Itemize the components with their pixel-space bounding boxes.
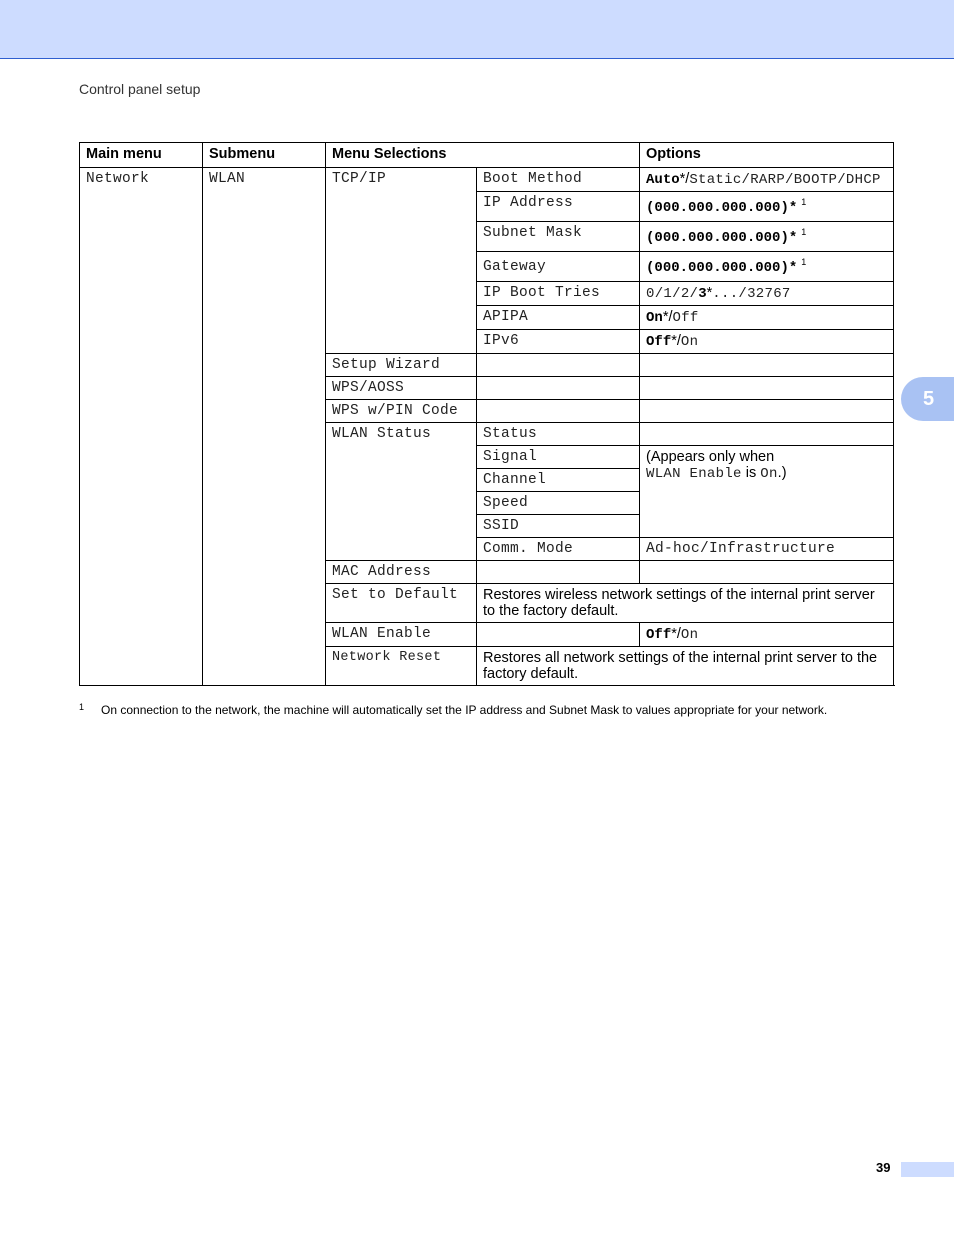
menu-table xyxy=(79,142,894,686)
selection-channel: Channel xyxy=(477,469,640,492)
header-options: Options xyxy=(640,143,894,168)
header-menu-selections: Menu Selections xyxy=(326,143,640,168)
selection-comm-mode: Comm. Mode xyxy=(477,538,640,561)
empty-cell xyxy=(477,354,640,377)
empty-cell xyxy=(640,423,894,446)
page-header-title: Control panel setup xyxy=(79,81,201,97)
table-header-row xyxy=(80,143,894,168)
option-ip-address xyxy=(640,192,894,222)
selection-status: Status xyxy=(477,423,640,446)
option-wlan-enable xyxy=(640,623,894,647)
option-pre: 0/1/2/ xyxy=(646,286,699,302)
option-default: 3 xyxy=(698,286,707,302)
network-reset-description: Restores all network settings of the internal print server to the factory default. xyxy=(477,647,894,686)
option-rest: Static/RARP/BOOTP/DHCP xyxy=(689,172,881,188)
option-value: (000.000.000.000)* xyxy=(646,260,798,276)
header-main-menu: Main menu xyxy=(80,143,203,168)
footnote xyxy=(79,702,828,717)
footnote-ref: 1 xyxy=(801,197,807,207)
empty-cell xyxy=(640,561,894,584)
default-star: * xyxy=(671,333,677,349)
footnote-text: On connection to the network, the machine will automatically set the IP address and Subnet Mask to values appropriate for your network. xyxy=(101,703,828,717)
selection-signal: Signal xyxy=(477,446,640,469)
option-boot-method xyxy=(640,168,894,192)
selection-wps-pin-code: WPS w/PIN Code xyxy=(326,400,477,423)
selection-mac-address: MAC Address xyxy=(326,561,477,584)
table-row xyxy=(80,168,894,192)
selection-boot-method: Boot Method xyxy=(477,168,640,192)
default-star: * xyxy=(706,285,713,301)
separator: / xyxy=(685,171,690,187)
option-value: (000.000.000.000)* xyxy=(646,200,798,216)
selection-tcpip: TCP/IP xyxy=(326,168,477,354)
selection-wps-aoss: WPS/AOSS xyxy=(326,377,477,400)
default-star: * xyxy=(679,171,686,187)
empty-cell xyxy=(477,623,640,647)
option-gateway xyxy=(640,252,894,282)
footnote-ref: 1 xyxy=(801,257,807,267)
option-apipa xyxy=(640,306,894,330)
header-band xyxy=(0,0,954,59)
option-rest: On xyxy=(680,627,699,643)
separator: / xyxy=(668,309,673,325)
selection-wlan-status: WLAN Status xyxy=(326,423,477,561)
selection-ip-boot-tries: IP Boot Tries xyxy=(477,282,640,306)
default-star: * xyxy=(662,309,669,325)
note-is: is xyxy=(741,465,761,481)
selection-subnet-mask: Subnet Mask xyxy=(477,222,640,252)
option-comm-mode: Ad-hoc/Infrastructure xyxy=(640,538,894,561)
selection-apipa: APIPA xyxy=(477,306,640,330)
separator: / xyxy=(676,626,681,642)
empty-cell xyxy=(640,354,894,377)
empty-cell xyxy=(477,561,640,584)
note-code: WLAN Enable xyxy=(646,466,742,482)
selection-set-to-default: Set to Default xyxy=(326,584,477,623)
selection-gateway: Gateway xyxy=(477,252,640,282)
option-ip-boot-tries xyxy=(640,282,894,306)
page-number: 39 xyxy=(876,1160,891,1175)
option-default: On xyxy=(646,310,663,326)
footnote-ref: 1 xyxy=(801,227,807,237)
empty-cell xyxy=(477,377,640,400)
selection-setup-wizard: Setup Wizard xyxy=(326,354,477,377)
submenu-network-reset: Network Reset xyxy=(326,647,477,686)
page-number-bar xyxy=(901,1162,954,1177)
option-default: Auto xyxy=(646,172,680,188)
submenu-wlan: WLAN xyxy=(203,168,326,686)
chapter-tab: 5 xyxy=(901,377,954,421)
option-rest: On xyxy=(680,334,699,350)
note-on: On xyxy=(760,466,778,482)
note-text: (Appears only when xyxy=(646,449,775,465)
option-value: (000.000.000.000)* xyxy=(646,230,798,246)
main-menu-network: Network xyxy=(80,168,203,686)
option-rest: Off xyxy=(672,310,699,326)
option-appears-note xyxy=(640,446,894,538)
selection-ip-address: IP Address xyxy=(477,192,640,222)
option-post: .../32767 xyxy=(712,286,791,302)
selection-wlan-enable: WLAN Enable xyxy=(326,623,477,647)
selection-ssid: SSID xyxy=(477,515,640,538)
empty-cell xyxy=(640,400,894,423)
separator: / xyxy=(676,333,681,349)
option-subnet-mask xyxy=(640,222,894,252)
selection-speed: Speed xyxy=(477,492,640,515)
default-star: * xyxy=(671,626,677,642)
header-submenu: Submenu xyxy=(203,143,326,168)
option-ipv6 xyxy=(640,330,894,354)
option-default: Off xyxy=(646,334,672,350)
note-end: .) xyxy=(777,465,787,481)
empty-cell xyxy=(640,377,894,400)
empty-cell xyxy=(477,400,640,423)
selection-ipv6: IPv6 xyxy=(477,330,640,354)
footnote-number: 1 xyxy=(79,702,85,712)
set-to-default-description: Restores wireless network settings of the internal print server to the factory default. xyxy=(477,584,894,623)
option-default: Off xyxy=(646,627,672,643)
